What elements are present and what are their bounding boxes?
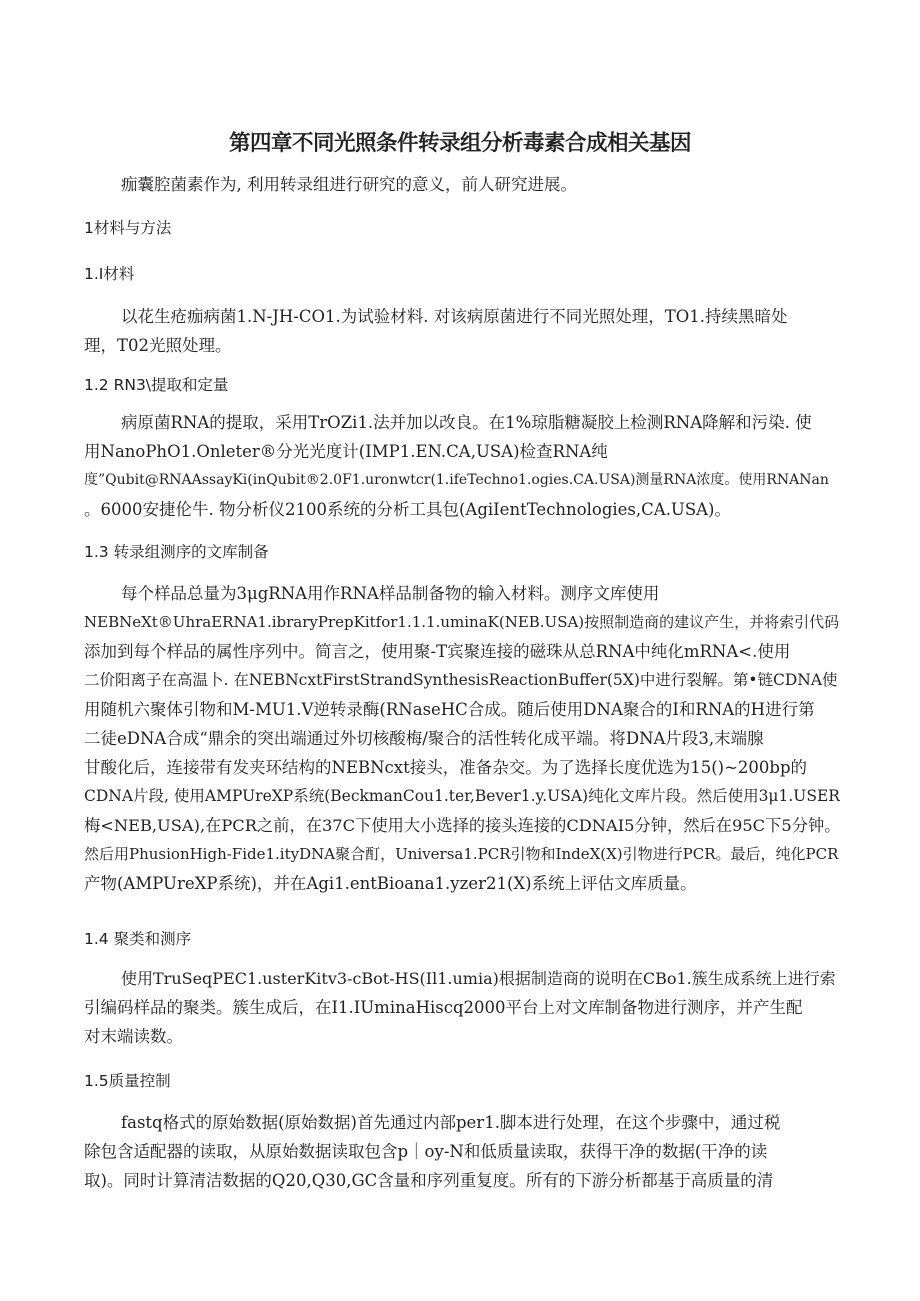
paragraph-line: 以花生疮痂病菌1.N-JH-CO1.为试验材料. 对该病原菌进行不同光照处理，TO1.持续黑暗处 — [121, 307, 788, 326]
paragraph-line: 二价阳离子在高温卜. 在NEBNcxtFirstStrandSynthesisReactionBuffer(5X)中进行裂解。第•链CDNA使 — [84, 671, 838, 689]
paragraph-line: NEBNeXt®UhraERNA1.ibraryPrepKitfor1.1.1.uminaK(NEB.USA)按照制造商的建议产生，并将索引代码 — [84, 613, 840, 631]
section-1-3-paragraph — [84, 579, 840, 898]
paragraph-line: CDNA片段, 使用AMPUreXP系统(BeckmanCou1.ter,Bever1.y.USA)纯化文库片段。然后使用3μ1.USER — [84, 787, 840, 805]
paragraph-line: 添加到每个样品的属性序列中。简言之，使用聚-T宾聚连接的磁珠从总RNA中纯化mRNA<.使用 — [84, 642, 791, 661]
paragraph-line: 每个样品总量为3μgRNA用作RNA样品制备物的输入材料。测序文库使用 — [121, 584, 660, 603]
paragraph-line: 。6000安捷伦牛. 物分析仪2100系统的分析工具包(AgiIentTechnologies,CA.USA)。 — [84, 500, 731, 519]
paragraph-line: 甘酸化后，连接带有发夹环结构的NEBNcxt接头，准备杂交。为了选择长度优选为15()~200bp的 — [84, 758, 808, 777]
paragraph-line: 用NanoPhO1.Onleter®分光光度计(IMP1.EN.CA,USA)检查RNA纯 — [84, 442, 608, 461]
section-1-2-heading: 1.2 RN3\提取和定量 — [84, 376, 229, 394]
section-1-2-paragraph — [84, 408, 840, 524]
paragraph-line: 梅<NEB,USA),在PCR之前，在37C下使用大小选择的接头连接的CDNAI5分钟，然后在95C下5分钟。 — [84, 816, 840, 835]
intro-paragraph: 痂囊腔菌素作为, 利用转录组进行研究的意义，前人研究进展。 — [121, 175, 577, 194]
paragraph-line: 用随机六聚体引物和M-MU1.V逆转录酶(RNaseHC合成。随后使用DNA聚合的I和RNA的H进行第 — [84, 700, 815, 719]
paragraph-line: 对末端读数。 — [84, 1027, 183, 1046]
paragraph-line: fastq格式的原始数据(原始数据)首先通过内部per1.脚本进行处理，在这个步骤中，通过税 — [121, 1113, 781, 1132]
paragraph-line: 理，T02光照处理。 — [84, 336, 232, 355]
section-1-1-paragraph — [84, 302, 840, 360]
paragraph-line: 使用TruSeqPEC1.usterKitv3-cBot-HS(Il1.umia)根据制造商的说明在CBo1.簇生成系统上进行索 — [121, 969, 836, 988]
section-1-1-heading: 1.I材料 — [84, 265, 135, 283]
section-1-heading: 1材料与方法 — [84, 219, 172, 237]
paragraph-line: 引编码样品的聚类。簇生成后，在I1.IUminaHiscq2000平台上对文库制备物进行测序，并产生配 — [84, 998, 803, 1017]
paragraph-line: 取)。同时计算清洁数据的Q20,Q30,GC含量和序列重复度。所有的下游分析都基于高质量的清 — [84, 1171, 774, 1190]
section-1-4-heading: 1.4 聚类和测序 — [84, 930, 192, 948]
section-1-4-paragraph — [84, 964, 840, 1051]
paragraph-line: 除包含适配器的读取，从原始数据读取包含p｜oy-N和低质量读取，获得干净的数据(干净的读 — [84, 1142, 768, 1161]
section-1-5-heading: 1.5质量控制 — [84, 1072, 171, 1090]
paragraph-line: 病原菌RNA的提取，采用TrOZi1.法并加以改良。在1%琼脂糖凝胶上检测RNA降解和污染. 使 — [121, 413, 812, 432]
section-1-3-heading: 1.3 转录组测序的文库制备 — [84, 543, 269, 561]
paragraph-line: 然后用PhusionHigh-Fide1.ityDNA聚合酊，Universa1.PCR引物和IndeX(X)引物进行PCR。最后，纯化PCR — [84, 845, 839, 863]
paragraph-line: 产物(AMPUreXP系统)，并在Agi1.entBioana1.yzer21(X)系统上评估文库质量。 — [84, 874, 697, 893]
paragraph-line: 二徒eDNA合成“鼎余的突出端通过外切核酸梅/聚合的活性转化成平端。将DNA片段3,末端腺 — [84, 729, 764, 748]
paragraph-line: 度”Qubit@RNAAssayKi(inQubit®2.0F1.uronwtcr(1.ifeTechno1.ogies.CA.USA)测量RNA浓度。使用RNANan — [84, 472, 829, 488]
chapter-title: 第四章不同光照条件转录组分析毒素合成相关基因 — [228, 131, 691, 156]
section-1-5-paragraph — [84, 1108, 840, 1195]
